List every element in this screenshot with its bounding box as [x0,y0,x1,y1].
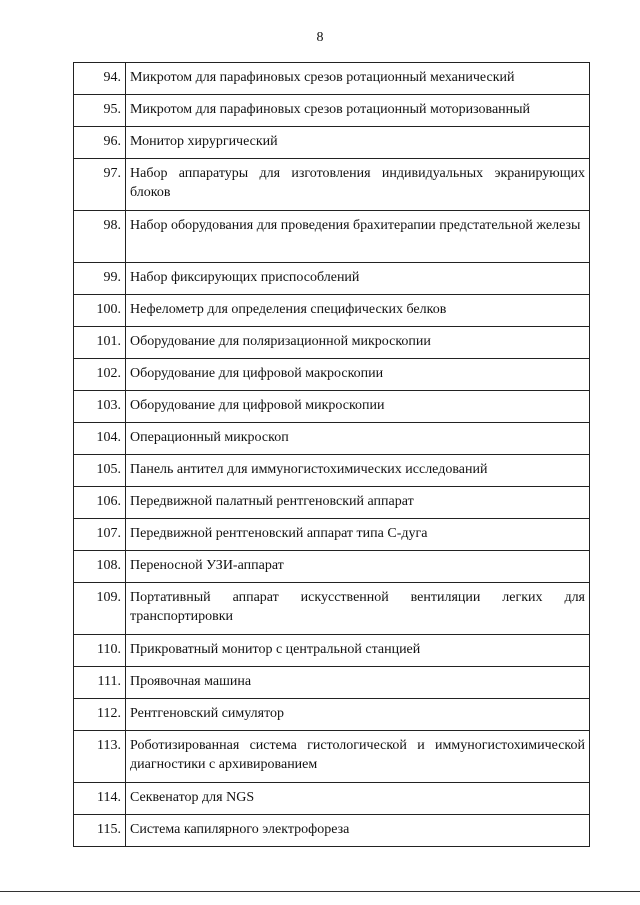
table-row [74,699,590,731]
table-row [74,423,590,455]
row-number: 103. [74,391,126,423]
equipment-name: Передвижной палатный рентгеновский аппарат [126,487,590,519]
row-number: 96. [74,127,126,159]
bottom-rule [0,891,640,892]
row-number: 112. [74,699,126,731]
table-row [74,391,590,423]
table-row [74,359,590,391]
equipment-name: Микротом для парафиновых срезов ротационный механический [126,63,590,95]
row-number: 98. [74,211,126,263]
equipment-name: Переносной УЗИ-аппарат [126,551,590,583]
equipment-name: Проявочная машина [126,667,590,699]
table-row [74,815,590,847]
row-number: 101. [74,327,126,359]
row-number: 110. [74,635,126,667]
table-row [74,551,590,583]
table-row [74,327,590,359]
table-row [74,295,590,327]
table-row [74,635,590,667]
row-number: 99. [74,263,126,295]
equipment-table [73,62,590,847]
row-number: 106. [74,487,126,519]
equipment-name: Оборудование для поляризационной микроскопии [126,327,590,359]
equipment-name: Оборудование для цифровой макроскопии [126,359,590,391]
equipment-name: Система капилярного электрофореза [126,815,590,847]
row-number: 107. [74,519,126,551]
row-number: 114. [74,783,126,815]
table-row [74,519,590,551]
equipment-name: Прикроватный монитор с центральной станцией [126,635,590,667]
row-number: 108. [74,551,126,583]
equipment-name: Панель антител для иммуногистохимических исследований [126,455,590,487]
row-number: 97. [74,159,126,211]
row-number: 102. [74,359,126,391]
row-number: 109. [74,583,126,635]
table-row [74,263,590,295]
equipment-name: Оборудование для цифровой микроскопии [126,391,590,423]
row-number: 104. [74,423,126,455]
equipment-table-body [74,63,590,847]
equipment-name: Набор оборудования для проведения брахитерапии предстательной железы [126,211,590,263]
table-row [74,63,590,95]
equipment-name: Нефелометр для определения специфических белков [126,295,590,327]
table-row [74,583,590,635]
table-row [74,783,590,815]
table-row [74,731,590,783]
row-number: 100. [74,295,126,327]
table-row [74,455,590,487]
equipment-name: Рентгеновский симулятор [126,699,590,731]
equipment-name: Операционный микроскоп [126,423,590,455]
table-row [74,127,590,159]
page-number: 8 [316,30,324,45]
table-row [74,159,590,211]
equipment-name: Роботизированная система гистологической и иммуногистохимической диагностики с архивированием [126,731,590,783]
table-row [74,95,590,127]
equipment-name: Монитор хирургический [126,127,590,159]
equipment-name: Набор фиксирующих приспособлений [126,263,590,295]
row-number: 115. [74,815,126,847]
row-number: 113. [74,731,126,783]
equipment-name: Микротом для парафиновых срезов ротационный моторизованный [126,95,590,127]
table-row [74,211,590,263]
row-number: 94. [74,63,126,95]
equipment-name: Портативный аппарат искусственной вентиляции легких для транспортировки [126,583,590,635]
table-row [74,667,590,699]
row-number: 111. [74,667,126,699]
equipment-name: Передвижной рентгеновский аппарат типа С-дуга [126,519,590,551]
equipment-name: Секвенатор для NGS [126,783,590,815]
equipment-name: Набор аппаратуры для изготовления индивидуальных экранирующих блоков [126,159,590,211]
table-row [74,487,590,519]
row-number: 105. [74,455,126,487]
row-number: 95. [74,95,126,127]
